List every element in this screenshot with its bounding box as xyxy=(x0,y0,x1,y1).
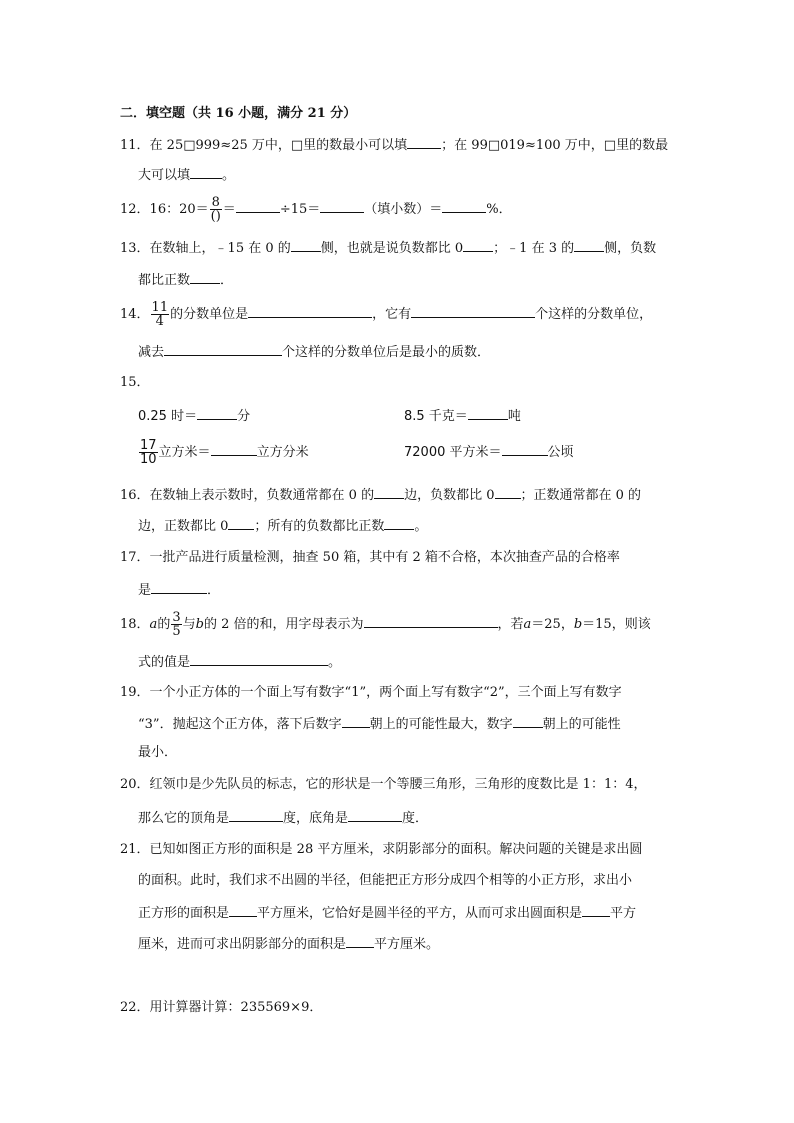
variable-b: b xyxy=(195,617,204,632)
answer-blank[interactable] xyxy=(151,580,207,594)
question-text: 72000 平方米＝ xyxy=(404,445,502,460)
question-text: 平方厘米。 xyxy=(374,937,440,952)
question-12-line-1 xyxy=(120,195,512,225)
answer-blank[interactable] xyxy=(342,714,370,728)
question-text: 在数轴上表示数时，负数通常都在 0 的 xyxy=(149,488,375,503)
question-text: 的分数单位是 xyxy=(170,307,249,322)
question-15-item-a xyxy=(138,406,250,426)
answer-blank[interactable] xyxy=(442,199,486,213)
question-text: 式的值是 xyxy=(138,655,191,670)
question-number: 14． xyxy=(120,307,150,322)
question-text: 一个小正方体的一个面上写有数字“1”，两个面上写有数字“2”，三个面上写有数字 xyxy=(149,685,622,700)
question-text: 的 2 倍的和，用字母表示为 xyxy=(203,617,364,632)
question-text: 最小． xyxy=(138,745,178,760)
question-17-line-2 xyxy=(138,580,220,600)
question-21-line-2 xyxy=(138,872,632,890)
variable-a: a xyxy=(149,617,158,632)
question-11-line-2 xyxy=(138,165,235,185)
question-text: 侧，负数 xyxy=(604,241,657,256)
question-text: 边，正数都比 0 xyxy=(138,519,229,534)
question-text: 用计算器计算：235569×9． xyxy=(149,1000,323,1015)
variable-a: a xyxy=(523,617,532,632)
question-number: 22． xyxy=(120,1000,150,1015)
question-number: 12． xyxy=(120,202,150,217)
answer-blank[interactable] xyxy=(248,304,372,318)
question-21-line-1 xyxy=(120,841,642,859)
question-text: 在数轴上，﹣15 在 0 的 xyxy=(149,241,291,256)
question-text: 的面积。此时，我们求不出圆的半径，但能把正方形分成四个相等的小正方形，求出小 xyxy=(138,873,633,888)
question-text: 朝上的可能性最大，数字 xyxy=(369,717,513,732)
question-text: 分 xyxy=(237,409,251,424)
question-text: 个这样的分数单位， xyxy=(535,307,653,322)
question-text: ，若 xyxy=(497,617,524,632)
answer-blank[interactable] xyxy=(374,485,404,499)
question-number: 19． xyxy=(120,685,150,700)
question-text: ÷15＝ xyxy=(279,202,321,217)
question-text: 吨 xyxy=(507,409,521,424)
answer-blank[interactable] xyxy=(582,903,610,917)
fraction-denominator: 4 xyxy=(155,314,164,329)
answer-blank[interactable] xyxy=(211,442,257,456)
answer-blank[interactable] xyxy=(502,442,548,456)
question-text: 。 xyxy=(328,655,342,670)
answer-blank[interactable] xyxy=(513,714,543,728)
question-text: ；在 99□019≈100 万中，□里的数最 xyxy=(441,138,669,153)
answer-blank[interactable] xyxy=(320,199,364,213)
question-text: 那么它的顶角是 xyxy=(138,811,230,826)
question-text: ＝15，则该 xyxy=(582,617,651,632)
question-21-line-4 xyxy=(138,934,439,954)
question-15-item-c xyxy=(138,438,309,468)
question-number: 18． xyxy=(120,617,150,632)
question-text: 立方分米 xyxy=(256,445,309,460)
question-text: 16：20＝ xyxy=(149,202,209,217)
question-text: 大可以填 xyxy=(138,168,191,183)
question-text: ＝25， xyxy=(531,617,574,632)
fraction-denominator: 5 xyxy=(172,624,181,639)
question-text: 在 25□999≈25 万中，□里的数最小可以填 xyxy=(149,138,408,153)
question-17-line-1 xyxy=(120,549,620,567)
answer-blank[interactable] xyxy=(346,934,374,948)
question-19-line-2 xyxy=(138,714,621,734)
answer-blank[interactable] xyxy=(190,165,222,179)
question-text: 都比正数 xyxy=(138,273,191,288)
answer-blank[interactable] xyxy=(291,238,321,252)
answer-blank[interactable] xyxy=(236,199,280,213)
fraction-numerator: 3 xyxy=(172,610,181,625)
question-text: ，它有 xyxy=(372,307,412,322)
answer-blank[interactable] xyxy=(164,342,282,356)
answer-blank[interactable] xyxy=(463,238,493,252)
answer-blank[interactable] xyxy=(190,652,328,666)
question-text: 公顷 xyxy=(547,445,574,460)
question-22-line-1 xyxy=(120,999,322,1017)
fraction xyxy=(171,611,181,638)
question-text: “3”．抛起这个正方体，落下后数字 xyxy=(138,717,342,732)
question-number: 16． xyxy=(120,488,150,503)
question-13-line-1 xyxy=(120,238,656,258)
answer-blank[interactable] xyxy=(364,614,498,628)
answer-blank[interactable] xyxy=(407,135,441,149)
question-text: 朝上的可能性 xyxy=(542,717,621,732)
question-text: 度． xyxy=(402,811,429,826)
answer-blank[interactable] xyxy=(574,238,604,252)
question-text: ． xyxy=(207,583,221,598)
question-text: ；正数通常都在 0 的 xyxy=(520,488,642,503)
answer-blank[interactable] xyxy=(229,808,283,822)
question-11-line-1 xyxy=(120,135,668,155)
question-text: 减去 xyxy=(138,345,165,360)
question-text: %． xyxy=(486,202,512,217)
answer-blank[interactable] xyxy=(228,516,254,530)
question-text: 立方米＝ xyxy=(158,445,211,460)
fraction-numerator: 11 xyxy=(151,300,169,315)
answer-blank[interactable] xyxy=(197,406,237,420)
question-text: ；所有的负数都比正数 xyxy=(254,519,385,534)
question-15-item-d xyxy=(404,442,574,462)
question-19-line-1 xyxy=(120,684,622,702)
question-text: 平方 xyxy=(610,906,637,921)
question-text: 红领巾是少先队员的标志，它的形状是一个等腰三角形，三角形的度数比是 1：1：4， xyxy=(149,777,647,792)
question-text: 侧，也就是说负数都比 0 xyxy=(320,241,464,256)
question-text: 平方厘米，它恰好是圆半径的平方，从而可求出圆面积是 xyxy=(257,906,583,921)
answer-blank[interactable] xyxy=(348,808,402,822)
question-15-number: 15． xyxy=(120,375,150,390)
question-text: 8.5 千克＝ xyxy=(404,409,468,424)
question-text: 个这样的分数单位后是最小的质数． xyxy=(282,345,491,360)
question-number: 21． xyxy=(120,842,150,857)
question-18-line-2 xyxy=(138,652,341,672)
fraction-numerator: 17 xyxy=(140,438,157,453)
question-18-line-1 xyxy=(120,610,651,640)
question-16-line-1 xyxy=(120,485,641,505)
question-text: 。 xyxy=(414,519,428,534)
question-text: 正方形的面积是 xyxy=(138,906,230,921)
answer-blank[interactable] xyxy=(384,516,414,530)
fraction xyxy=(139,439,158,466)
question-text: 是 xyxy=(138,583,152,598)
answer-blank[interactable] xyxy=(190,270,220,284)
question-text: 边，负数都比 0 xyxy=(404,488,495,503)
question-21-line-3 xyxy=(138,903,636,923)
question-text: ；﹣1 在 3 的 xyxy=(493,241,575,256)
question-20-line-2 xyxy=(138,808,428,828)
question-number: 20． xyxy=(120,777,150,792)
question-text: ＝ xyxy=(222,202,236,217)
answer-blank[interactable] xyxy=(468,406,508,420)
answer-blank[interactable] xyxy=(495,485,521,499)
question-number: 11． xyxy=(120,138,150,153)
question-number: 17． xyxy=(120,550,150,565)
question-text: 与 xyxy=(182,617,196,632)
question-text: （填小数）＝ xyxy=(364,202,443,217)
section-title: 二．填空题（共 16 小题，满分 21 分） xyxy=(120,106,357,121)
answer-blank[interactable] xyxy=(411,304,535,318)
fraction-denominator: () xyxy=(210,209,221,224)
question-20-line-1 xyxy=(120,776,647,794)
question-text: ． xyxy=(220,273,234,288)
question-14-line-2 xyxy=(138,342,490,362)
question-19-line-3 xyxy=(138,744,177,762)
question-16-line-2 xyxy=(138,516,427,536)
question-15-item-b xyxy=(404,406,521,426)
fraction xyxy=(210,196,222,223)
question-text: 0.25 时＝ xyxy=(138,409,198,424)
question-number: 13． xyxy=(120,241,150,256)
question-text: 已知如图正方形的面积是 28 平方厘米，求阴影部分的面积。解决问题的关键是求出圆 xyxy=(149,842,643,857)
variable-b: b xyxy=(573,617,583,632)
fraction-denominator: 10 xyxy=(140,452,157,467)
fraction xyxy=(151,301,170,328)
question-text: 。 xyxy=(222,168,236,183)
question-text: 度，底角是 xyxy=(283,811,349,826)
question-14-line-1 xyxy=(120,300,652,330)
question-13-line-2 xyxy=(138,270,233,290)
question-text: 一批产品进行质量检测，抽查 50 箱，其中有 2 箱不合格，本次抽查产品的合格率 xyxy=(149,550,620,565)
answer-blank[interactable] xyxy=(229,903,257,917)
question-text: 厘米，进而可求出阴影部分的面积是 xyxy=(138,937,347,952)
fraction-numerator: 8 xyxy=(211,195,220,210)
question-text: 的 xyxy=(157,617,171,632)
